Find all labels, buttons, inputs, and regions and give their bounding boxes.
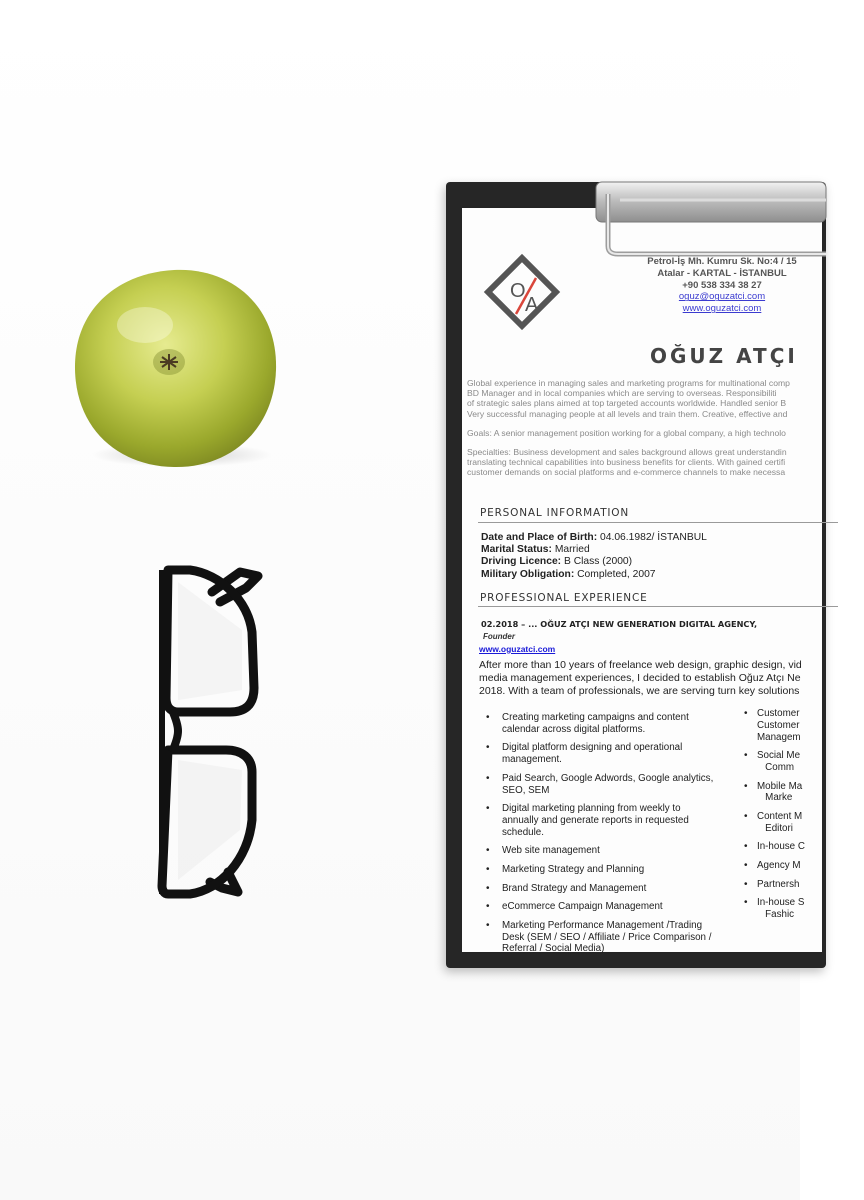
duties-list-left <box>486 712 718 962</box>
job-intro: After more than 10 years of freelance web design, graphic design, vid media management experiences, I decided to establish Oğuz Atçı Ne 2018. With a team of professionals, we are serving turn key solutions <box>479 659 802 698</box>
job-role: Founder <box>483 632 515 641</box>
goals-paragraph: Goals: A senior management position working for a global company, a high technolo <box>467 427 786 438</box>
marital-row: Marital Status: Married <box>481 544 590 556</box>
eyeglasses <box>150 560 270 910</box>
list-item: • Paid Search, Google Adwords, Google analytics, SEO, SEM <box>486 773 718 797</box>
military-row: Military Obligation: Completed, 2007 <box>481 568 656 580</box>
personal-info <box>481 532 707 581</box>
list-item: • In-house C <box>744 841 864 853</box>
experience-title: PROFESSIONAL EXPERIENCE <box>480 592 648 604</box>
birth-row: Date and Place of Birth: 04.06.1982/ İSTANBUL <box>481 532 707 543</box>
job-website-link[interactable]: www.oguzatci.com <box>479 644 556 654</box>
svg-text:O: O <box>510 280 526 302</box>
list-item: • Marketing Strategy and Planning <box>486 864 718 876</box>
list-item: • Content M Editori <box>744 811 864 835</box>
svg-text:A: A <box>525 294 539 316</box>
list-item: • Agency M <box>744 860 864 872</box>
list-item: • Brand Strategy and Management <box>486 883 718 895</box>
list-item: • eCommerce Campaign Management <box>486 901 718 913</box>
section-divider <box>478 522 838 523</box>
summary-block <box>467 378 847 487</box>
list-item: • Customer Customer Managem <box>744 708 864 743</box>
list-item: • Web site management <box>486 845 718 857</box>
specialties-paragraph: Specialties: Business development and sales background allows great understandin translating technical capabilities into business benefits for clients. With gained certifi customer demands on social platforms and e-commerce channels to make necessa <box>467 447 787 478</box>
summary-paragraph: Global experience in managing sales and marketing programs for multinational comp BD Manager and in local companies which are serving to overseas. Responsibiliti of strategic sales plans aimed at top targeted accounts worldwide. Handled senior B Very successful managing people at all levels and train them. Creative, effective and <box>467 378 790 419</box>
list-item: • Partnersh <box>744 879 864 891</box>
contact-block <box>632 256 812 315</box>
list-item: • Mobile Ma Marke <box>744 781 864 805</box>
phone: +90 538 334 38 27 <box>682 279 762 291</box>
list-item: • Marketing Performance Management /Trading Desk (SEM / SEO / Affiliate / Price Comparison / Referral / Social Media) <box>486 920 718 955</box>
apple-stem-well <box>153 349 185 375</box>
duties-list-right <box>744 708 864 928</box>
resume-paper <box>462 208 822 955</box>
personal-info-title: PERSONAL INFORMATION <box>480 507 630 519</box>
list-item: • Digital marketing planning from weekly to annually and generate reports in requested schedule. <box>486 803 718 838</box>
website-link[interactable]: www.oguzatci.com <box>682 303 762 315</box>
list-item: • Social Me Comm <box>744 750 864 774</box>
clipboard-clip <box>596 182 826 257</box>
green-apple <box>70 265 282 470</box>
oa-logo <box>478 248 566 336</box>
list-item: • Digital platform designing and operational management. <box>486 742 718 766</box>
job-header: 02.2018 – ... OĞUZ ATÇI NEW GENERATION DIGITAL AGENCY, <box>481 619 758 629</box>
address-line-1: Petrol-İş Mh. Kumru Sk. No:4 / 15 <box>647 256 797 267</box>
resume-name: OĞUZ ATÇI <box>650 344 798 368</box>
email-link[interactable]: oguz@oguzatci.com <box>678 291 766 303</box>
list-item: • Creating marketing campaigns and content calendar across digital platforms. <box>486 712 718 736</box>
list-item: • In-house S Fashic <box>744 897 864 921</box>
section-divider <box>478 606 838 607</box>
licence-row: Driving Licence: B Class (2000) <box>481 556 633 568</box>
address-line-2: Atalar - KARTAL - İSTANBUL <box>657 267 787 279</box>
